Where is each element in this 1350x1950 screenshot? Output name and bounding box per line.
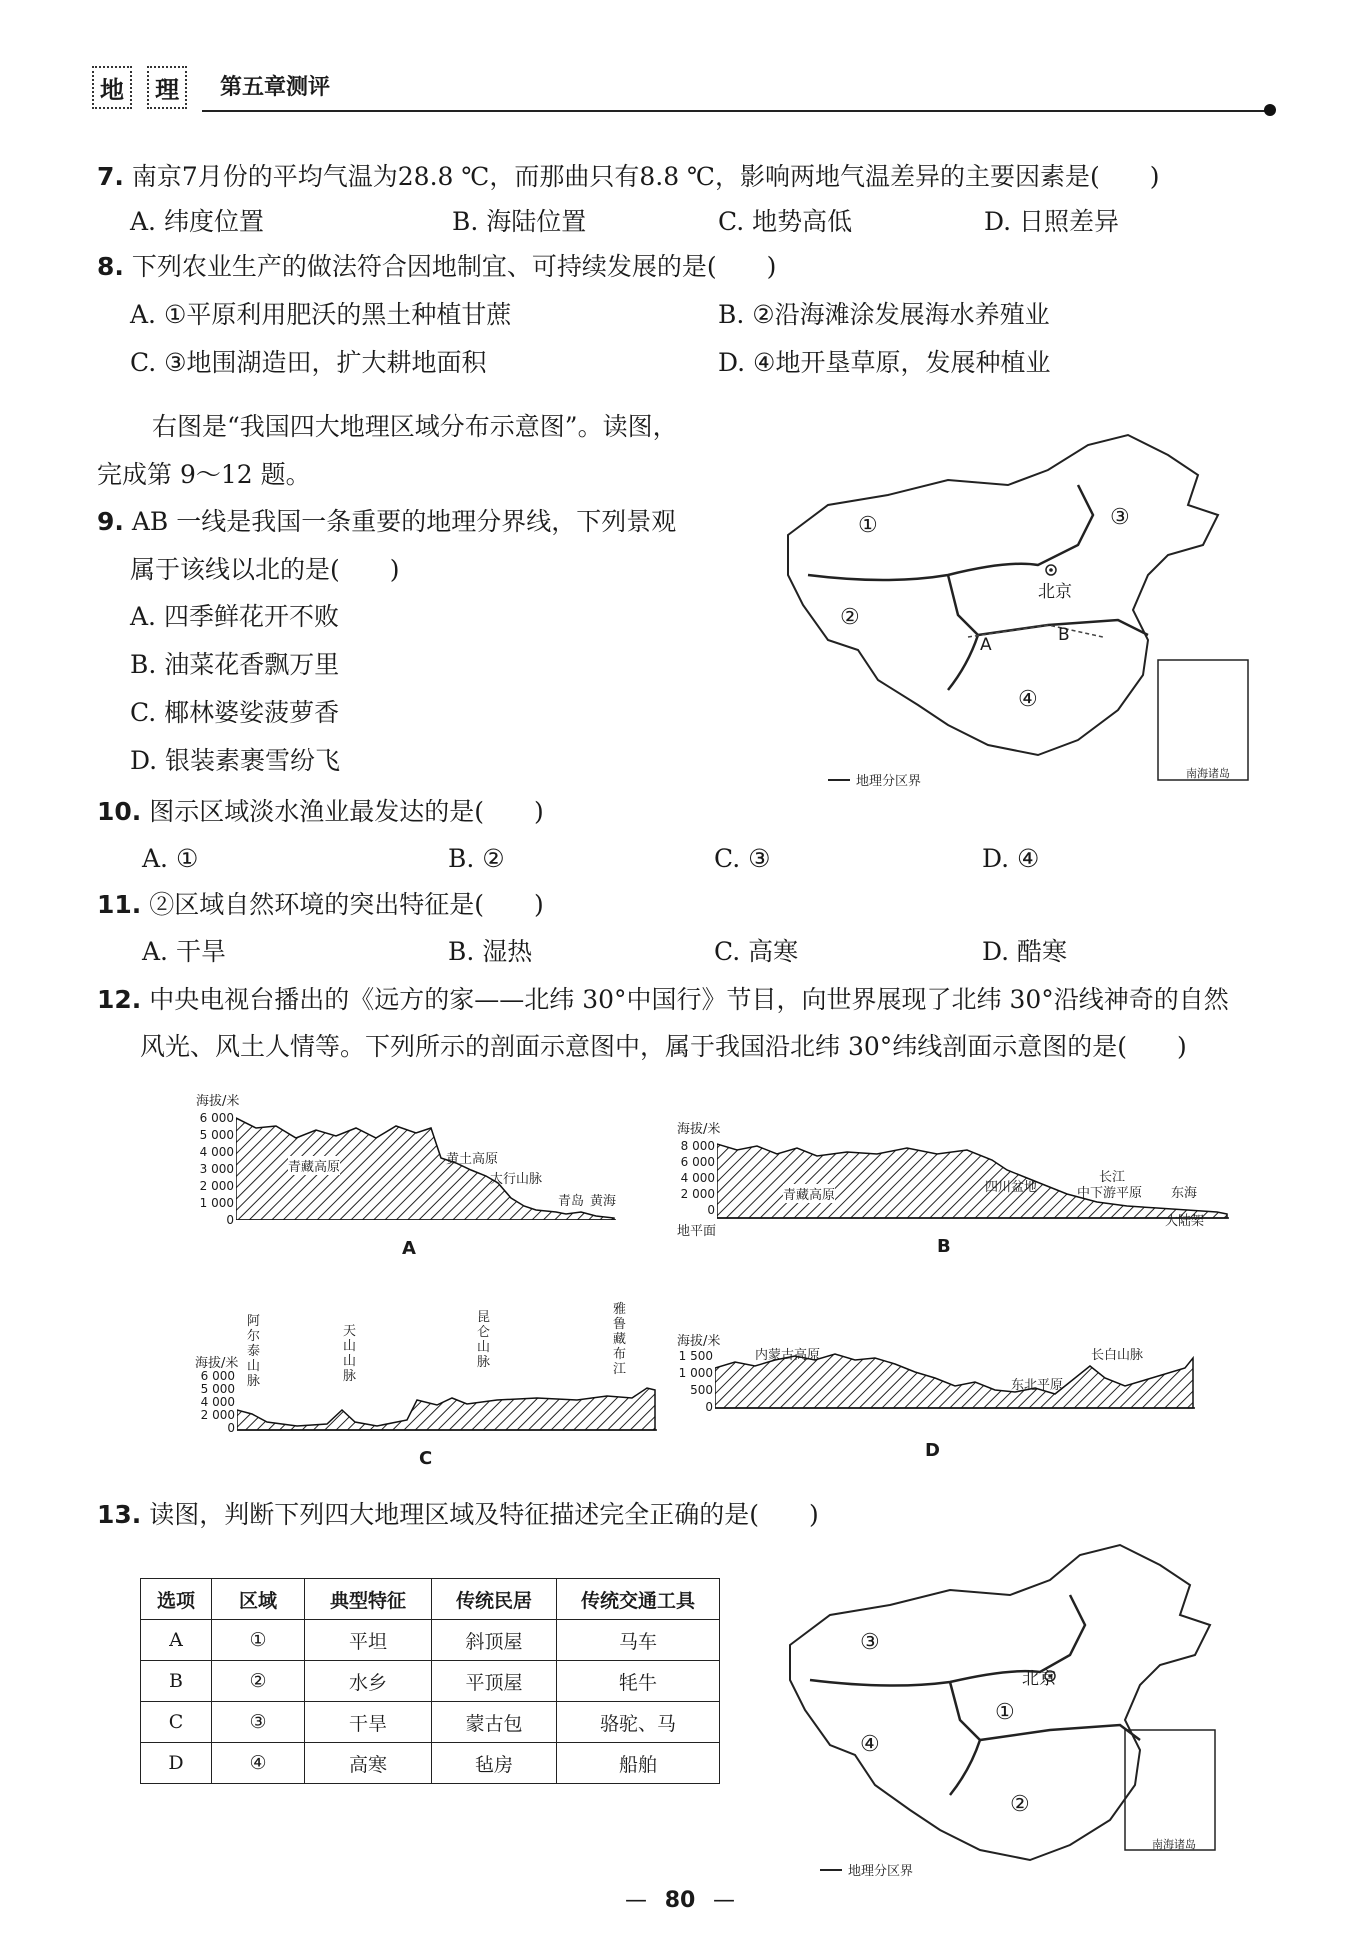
tick: 1 500 <box>678 1349 713 1363</box>
map-1-region-3: ③ <box>1110 505 1130 530</box>
cell: 斜顶屋 <box>432 1620 557 1661</box>
profile-b-ylabel: 海拔/米 <box>677 1122 721 1137</box>
q10-option-b[interactable]: B. ② <box>448 844 505 873</box>
question-number: 10. <box>97 797 142 826</box>
cell: 牦牛 <box>557 1661 720 1702</box>
profile-c-label-kunlun: 昆仑山脉 <box>477 1310 491 1370</box>
question-stem: AB 一线是我国一条重要的地理分界线，下列景观 <box>131 507 677 536</box>
question-9-line-2: 属于该线以北的是( ) <box>130 555 400 584</box>
inset-frame <box>1158 660 1248 780</box>
profile-d-label-neimeng: 内蒙古高原 <box>755 1348 821 1363</box>
tick: 6 000 <box>199 1111 234 1125</box>
profile-c-ylabel: 海拔/米 <box>195 1356 239 1371</box>
tick: 1 000 <box>199 1196 234 1210</box>
cell: ④ <box>212 1743 305 1784</box>
map-1-region-4: ④ <box>1018 687 1038 712</box>
profile-c[interactable] <box>195 1300 665 1480</box>
q8-option-a[interactable]: A. ①平原利用肥沃的黑土种植甘蔗 <box>130 300 512 329</box>
profile-d[interactable] <box>675 1330 1205 1480</box>
map-1-legend: 地理分区界 <box>856 774 922 789</box>
china-outline <box>788 435 1218 755</box>
question-stem: 图示区域淡水渔业最发达的是( ) <box>149 797 544 826</box>
profile-c-label-yarlung: 雅鲁藏布江 <box>613 1302 627 1377</box>
china-regions-map-1 <box>748 425 1258 795</box>
cell: 水乡 <box>305 1661 432 1702</box>
map-2-legend: 地理分区界 <box>848 1864 914 1879</box>
question-11 <box>97 888 544 922</box>
profile-b-label-shelf: 大陆架 <box>1165 1214 1205 1229</box>
profile-a-caption: A <box>402 1238 416 1259</box>
profile-b-label-donghai: 东海 <box>1171 1186 1198 1201</box>
profile-a-label-huanghai: 黄海 <box>590 1194 617 1209</box>
question-13 <box>97 1498 819 1532</box>
profile-b-label-qingzang: 青藏高原 <box>783 1184 835 1203</box>
map-1-graphic <box>748 425 1258 795</box>
intro-line-2: 完成第 9～12 题。 <box>97 460 311 489</box>
cell: ③ <box>212 1702 305 1743</box>
table-row[interactable] <box>141 1702 720 1743</box>
cell: 船舶 <box>557 1743 720 1784</box>
subject-char-1: 地 <box>92 66 132 109</box>
q9-option-a[interactable]: A. 四季鲜花开不败 <box>130 602 339 631</box>
map-1-region-1: ① <box>858 513 878 538</box>
profile-d-ticks <box>675 1348 713 1416</box>
q13-table-wrap <box>140 1578 720 1784</box>
page-header <box>92 66 1282 116</box>
profile-c-caption: C <box>419 1448 433 1469</box>
tick: 0 <box>227 1421 235 1435</box>
q10-option-a[interactable]: A. ① <box>142 844 199 873</box>
q9-option-c[interactable]: C. 椰林婆娑菠萝香 <box>130 698 340 727</box>
q11-option-c[interactable]: C. 高寒 <box>714 937 799 966</box>
map-2-region-4: ④ <box>860 1732 880 1757</box>
question-10 <box>97 795 544 829</box>
q11-option-d[interactable]: D. 酷寒 <box>982 937 1068 966</box>
tick: 500 <box>690 1383 713 1397</box>
subject-char-2: 理 <box>147 66 187 109</box>
cell: 骆驼、马 <box>557 1702 720 1743</box>
q10-option-c[interactable]: C. ③ <box>714 844 771 873</box>
header-cell: 典型特征 <box>305 1579 432 1620</box>
tick: 1 000 <box>678 1366 713 1380</box>
profile-a-label-taihang: 太行山脉 <box>490 1172 543 1187</box>
profile-d-label-dongbei: 东北平原 <box>1011 1378 1064 1393</box>
cell: D <box>141 1743 212 1784</box>
tick: 4 000 <box>199 1145 234 1159</box>
map-2-region-2: ② <box>1010 1792 1030 1817</box>
header-rule-dot <box>1264 104 1276 116</box>
cell: 蒙古包 <box>432 1702 557 1743</box>
q11-option-a[interactable]: A. 干旱 <box>142 937 226 966</box>
header-cell: 传统交通工具 <box>557 1579 720 1620</box>
question-number: 13. <box>97 1500 142 1529</box>
tick: 2 000 <box>200 1408 235 1422</box>
tick: 8 000 <box>680 1139 715 1153</box>
question-number: 8. <box>97 252 124 281</box>
question-number: 11. <box>97 890 142 919</box>
cell: ① <box>212 1620 305 1661</box>
tick: 0 <box>707 1203 715 1217</box>
profile-c-graphic <box>237 1370 657 1432</box>
tick: 2 000 <box>199 1179 234 1193</box>
profile-b-label-plain: 中下游平原 <box>1077 1186 1143 1201</box>
region-boundary-west <box>948 635 978 690</box>
q8-option-d[interactable]: D. ④地开垦草原，发展种植业 <box>718 348 1051 377</box>
tick: 0 <box>705 1400 713 1414</box>
map-1-inset-label: 南海诸岛 <box>1186 767 1230 780</box>
profile-c-label-altai: 阿尔泰山脉 <box>247 1314 261 1389</box>
cell: 毡房 <box>432 1743 557 1784</box>
tick: 6 000 <box>680 1155 715 1169</box>
profile-b-base: 地平面 <box>677 1224 717 1239</box>
tick: 4 000 <box>680 1171 715 1185</box>
tick: 5 000 <box>199 1128 234 1142</box>
table-header-row <box>141 1579 720 1620</box>
q7-option-c[interactable]: C. 地势高低 <box>718 207 853 236</box>
profile-a-label-huangtu: 黄土高原 <box>446 1152 499 1167</box>
tick: 0 <box>226 1213 234 1227</box>
profile-a[interactable] <box>190 1090 630 1260</box>
map-1-region-2: ② <box>840 605 860 630</box>
question-9 <box>97 505 676 539</box>
q11-option-b[interactable]: B. 湿热 <box>448 937 533 966</box>
profile-c-label-tianshan: 天山山脉 <box>343 1324 357 1384</box>
profile-b-caption: B <box>937 1236 951 1257</box>
profile-a-label-qingdao: 青岛 <box>558 1194 585 1209</box>
map-1-point-a: A <box>980 635 992 655</box>
q7-option-a[interactable]: A. 纬度位置 <box>130 207 264 236</box>
header-cell: 区域 <box>212 1579 305 1620</box>
question-stem: ②区域自然环境的突出特征是( ) <box>149 890 544 919</box>
question-12-line-2: 风光、风土人情等。下列所示的剖面示意图中，属于我国沿北纬 30°纬线剖面示意图的是( ) <box>140 1032 1187 1061</box>
profile-b-label-sichuan: 四川盆地 <box>985 1180 1038 1195</box>
page-footer <box>620 1888 740 1913</box>
tick: 5 000 <box>200 1382 235 1396</box>
header-cell: 选项 <box>141 1579 212 1620</box>
profile-d-label-changbai: 长白山脉 <box>1091 1348 1144 1363</box>
region-boundary-south <box>950 1682 1140 1740</box>
question-number: 9. <box>97 507 124 536</box>
profile-b-graphic <box>717 1136 1229 1226</box>
question-stem: 中央电视台播出的《远方的家——北纬 30°中国行》节目，向世界展现了北纬 30°沿线神奇的自然 <box>149 985 1229 1014</box>
map-2-region-1: ① <box>995 1700 1015 1725</box>
header-cell: 传统民居 <box>432 1579 557 1620</box>
profile-a-label-qingzang: 青藏高原 <box>288 1156 340 1175</box>
cell: 平坦 <box>305 1620 432 1661</box>
china-regions-map-2 <box>780 1540 1240 1885</box>
question-number: 12. <box>97 985 142 1014</box>
q10-option-d[interactable]: D. ④ <box>982 844 1040 873</box>
chapter-title: 第五章测评 <box>220 75 331 100</box>
footer-dash-left: — <box>625 1888 648 1913</box>
question-stem: 读图，判断下列四大地理区域及特征描述完全正确的是( ) <box>149 1500 819 1529</box>
map-2-region-3: ③ <box>860 1630 880 1655</box>
profile-a-ylabel: 海拔/米 <box>196 1094 240 1109</box>
map-2-inset-label: 南海诸岛 <box>1152 1838 1196 1851</box>
q8-option-c[interactable]: C. ③地围湖造田，扩大耕地面积 <box>130 348 487 377</box>
profile-d-ylabel: 海拔/米 <box>677 1334 721 1349</box>
cell: B <box>141 1661 212 1702</box>
profile-b[interactable] <box>675 1118 1235 1268</box>
cell: C <box>141 1702 212 1743</box>
cell: 干旱 <box>305 1702 432 1743</box>
tick: 6 000 <box>200 1369 235 1383</box>
cell: A <box>141 1620 212 1661</box>
cell: 高寒 <box>305 1743 432 1784</box>
q7-option-b[interactable]: B. 海陆位置 <box>452 207 587 236</box>
cell: ② <box>212 1661 305 1702</box>
profile-c-ticks <box>195 1370 235 1435</box>
question-number: 7. <box>97 162 124 191</box>
map-1-point-b: B <box>1058 625 1070 645</box>
tick: 3 000 <box>199 1162 234 1176</box>
q9-option-d[interactable]: D. 银装素裹雪纷飞 <box>130 746 341 775</box>
map-1-beijing-label: 北京 <box>1038 582 1072 602</box>
q13-table <box>140 1578 720 1784</box>
footer-dash-right: — <box>712 1888 735 1913</box>
table-row[interactable] <box>141 1661 720 1702</box>
question-stem: 南京7月份的平均气温为28.8 ℃，而那曲只有8.8 ℃，影响两地气温差异的主要因素是( ) <box>131 162 1160 191</box>
question-7 <box>97 160 1160 194</box>
intro-line-1: 右图是“我国四大地理区域分布示意图”。读图， <box>152 412 678 441</box>
table-row[interactable] <box>141 1620 720 1661</box>
region-boundary-west <box>950 1740 980 1795</box>
cell: 马车 <box>557 1620 720 1661</box>
tick: 2 000 <box>680 1187 715 1201</box>
profile-d-caption: D <box>925 1440 940 1461</box>
q7-option-d[interactable]: D. 日照差异 <box>984 207 1120 236</box>
question-12 <box>97 983 1229 1017</box>
table-row[interactable] <box>141 1743 720 1784</box>
tick: 4 000 <box>200 1395 235 1409</box>
profile-b-ticks <box>675 1138 715 1218</box>
map-2-beijing-label: 北京 <box>1022 1669 1056 1689</box>
profile-a-ticks <box>190 1110 234 1229</box>
profile-b-label-changjiang: 长江 <box>1099 1170 1126 1185</box>
q8-option-b[interactable]: B. ②沿海滩涂发展海水养殖业 <box>718 300 1050 329</box>
cell: 平顶屋 <box>432 1661 557 1702</box>
q9-option-b[interactable]: B. 油菜花香飘万里 <box>130 650 340 679</box>
page-number: 80 <box>664 1888 696 1913</box>
question-8 <box>97 250 776 284</box>
header-rule <box>202 110 1270 112</box>
question-stem: 下列农业生产的做法符合因地制宜、可持续发展的是( ) <box>131 252 777 281</box>
